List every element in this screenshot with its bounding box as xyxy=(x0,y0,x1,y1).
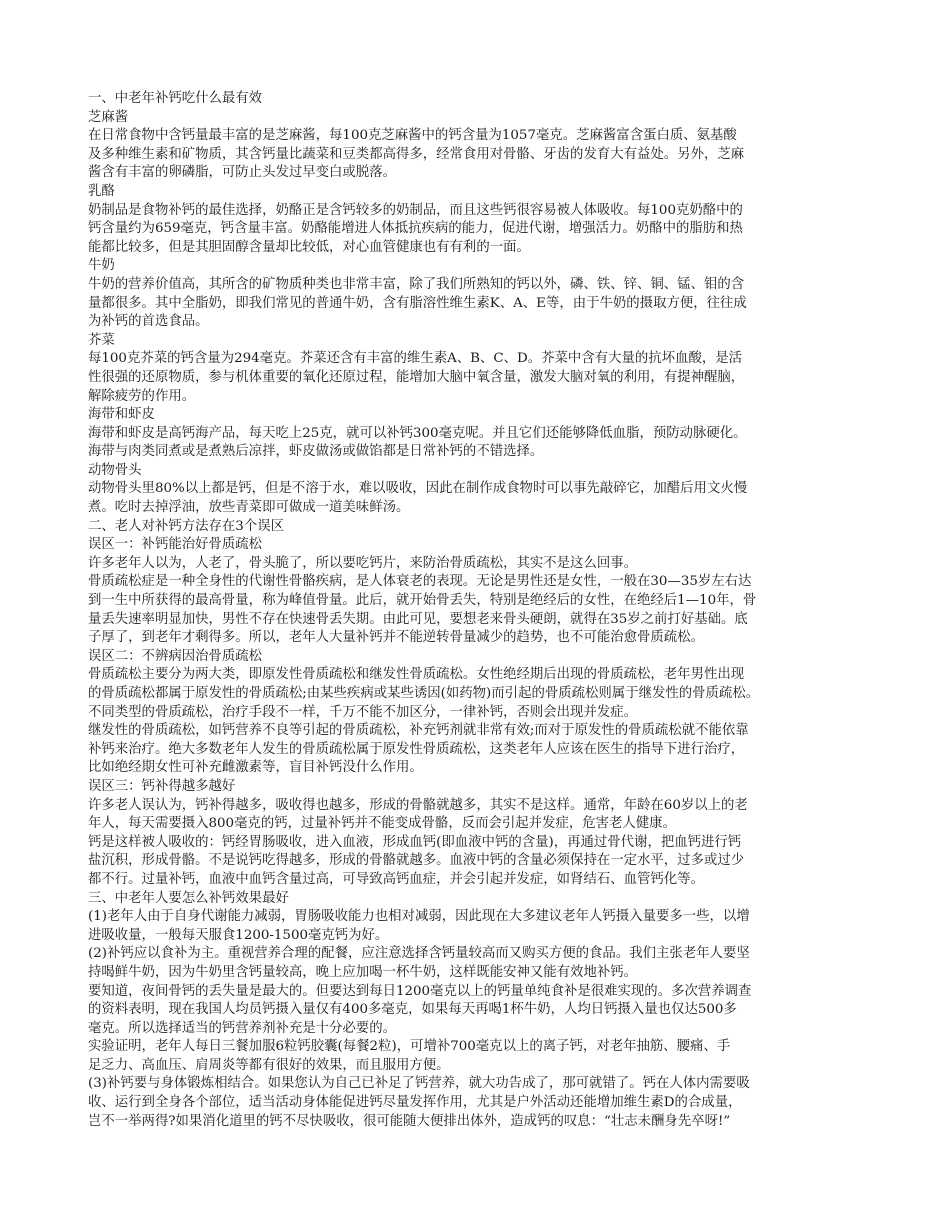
food-heading: 芝麻酱 xyxy=(88,109,129,125)
text-line: 许多老人误认为，钙补得越多，吸收得也越多，形成的骨骼就越多，其实不是这样。通常，年龄在60岁以上的老 xyxy=(88,797,748,813)
text-line: 牛奶的营养价值高，其所含的矿物质种类也非常丰富，除了我们所熟知的钙以外，磷、铁、锌、铜、锰、钼的含 xyxy=(88,276,745,292)
text-line: 每100克芥菜的钙含量为294毫克。芥菜还含有丰富的维生素A、B、C、D。芥菜中含有大量的抗坏血酸，是活 xyxy=(88,351,743,367)
food-heading: 乳酪 xyxy=(88,183,115,199)
subsection-heading: 误区三：钙补得越多越好 xyxy=(88,778,236,794)
text-line: (3)补钙要与身体锻炼相结合。如果您认为自己已补足了钙营养，就大功告成了，那可就错了。钙在人体内需要吸 xyxy=(88,1076,750,1092)
document-body xyxy=(88,90,868,1131)
text-line: 不同类型的骨质疏松，治疗手段不一样，千万不能不加区分，一律补钙，否则会出现并发症。 xyxy=(88,704,638,720)
text-line: 骨质疏松症是一种全身性的代谢性骨骼疾病，是人体衰老的表现。无论是男性还是女性，一般在30—35岁左右达 xyxy=(88,574,752,590)
text-line: 海带和虾皮是高钙海产品，每天吃上25克，就可以补钙300毫克呢。并且它们还能够降低血脂，预防动脉硬化。 xyxy=(88,425,747,441)
text-line: 实验证明，老年人每日三餐加服6粒钙胶囊(每餐2粒)，可增补700毫克以上的离子钙，对老年抽筋、腰痛、手 xyxy=(88,1039,731,1055)
food-heading: 动物骨头 xyxy=(88,462,142,478)
text-line: 量丢失速率明显加快，男性不存在快速骨丢失期。由此可见，要想老来骨头硬朗，就得在35岁之前打好基础。底 xyxy=(88,611,748,627)
text-line: 的资料表明，现在我国人均员钙摄入量仅有400多毫克，如果每天再喝1杯牛奶，人均日钙摄入量也仅达500多 xyxy=(88,1002,737,1018)
text-line: 子厚了，到老年才剩得多。所以，老年人大量补钙并不能逆转骨量减少的趋势，也不可能治愈骨质疏松。 xyxy=(88,630,704,646)
text-line: 骨质疏松主要分为两大类，即原发性骨质疏松和继发性骨质疏松。女性绝经期后出现的骨质疏松，老年男性出现 xyxy=(88,667,745,683)
text-line: 奶制品是食物补钙的最佳选择，奶酪正是含钙较多的奶制品，而且这些钙很容易被人体吸收。每100克奶酪中的 xyxy=(88,202,743,218)
text-line: 到一生中所获得的最高骨量，称为峰值骨量。此后，就开始骨丢失，特别是绝经后的女性，在绝经后1—10年，骨 xyxy=(88,593,757,609)
text-line: 盐沉积，形成骨骼。不是说钙吃得越多，形成的骨骼就越多。血液中钙的含量必须保持在一定水平，过多或过少 xyxy=(88,853,745,869)
text-line: 许多老年人以为，人老了，骨头脆了，所以要吃钙片，来防治骨质疏松，其实不是这么回事。 xyxy=(88,555,638,571)
text-line: 都不行。过量补钙，血液中血钙含量过高，可导致高钙血症，并会引起并发症，如肾结石、血管钙化等。 xyxy=(88,871,704,887)
text-line: (2)补钙应以食补为主。重视营养合理的配餐，应注意选择含钙量较高而又购买方便的食品。我们主张老年人要坚 xyxy=(88,946,750,962)
text-line: 毫克。所以选择适当的钙营养剂补充是十分必要的。 xyxy=(88,1020,396,1036)
text-line: 要知道，夜间骨钙的丢失量是最大的。但要达到每日1200毫克以上的钙量单纯食补是很难实现的。多次营养调查 xyxy=(88,983,752,999)
subsection-heading: 误区二：不辨病因治骨质疏松 xyxy=(88,648,263,664)
text-line: (1)老年人由于自身代谢能力减弱，胃肠吸收能力也相对减弱，因此现在大多建议老年人钙摄入量要多一些，以增 xyxy=(88,909,750,925)
text-line: 补钙来治疗。绝大多数老年人发生的骨质疏松属于原发性骨质疏松，这类老年人应该在医生的指导下进行治疗， xyxy=(88,741,745,757)
text-line: 持喝鲜牛奶，因为牛奶里含钙量较高，晚上应加喝一杯牛奶，这样既能安神又能有效地补钙。 xyxy=(88,964,638,980)
text-line: 为补钙的首选食品。 xyxy=(88,314,209,330)
section-heading: 三、中老年人要怎么补钙效果最好 xyxy=(88,890,289,906)
text-line: 在日常食物中含钙量最丰富的是芝麻酱，每100克芝麻酱中的钙含量为1057毫克。芝麻酱富含蛋白质、氨基酸 xyxy=(88,128,737,144)
text-line: 年人，每天需要摄入800毫克的钙，过量补钙并不能变成骨骼，反而会引起并发症，危害老人健康。 xyxy=(88,816,676,832)
section-heading: 一、中老年补钙吃什么最有效 xyxy=(88,91,263,106)
text-line: 煮。吃时去掉浮油，放些青菜即可做成一道美味鲜汤。 xyxy=(88,500,410,516)
text-line: 性很强的还原物质，参与机体重要的氧化还原过程，能增加大脑中氧含量，激发大脑对氧的利用，有提神醒脑， xyxy=(88,369,745,385)
text-line: 比如绝经期女性可补充雌激素等，盲目补钙没什么作用。 xyxy=(88,760,423,776)
text-line: 的骨质疏松都属于原发性的骨质疏松;由某些疾病或某些诱因(如药物)而引起的骨质疏松则属于继发性的骨质疏松。 xyxy=(88,686,760,701)
text-line: 酱含有丰富的卵磷脂，可防止头发过早变白或脱落。 xyxy=(88,165,396,181)
text-line: 钙含量约为659毫克，钙含量丰富。奶酪能增进人体抵抗疾病的能力，促进代谢，增强活力。奶酪中的脂肪和热 xyxy=(88,221,743,237)
section-heading: 二、老人对补钙方法存在3个误区 xyxy=(88,518,284,534)
text-line: 钙是这样被人吸收的：钙经胃肠吸收，进入血液，形成血钙(即血液中钙的含量)，再通过骨代谢，把血钙进行钙 xyxy=(88,834,742,850)
text-line: 及多种维生素和矿物质，其含钙量比蔬菜和豆类都高得多，经常食用对骨骼、牙齿的发育大有益处。另外，芝麻 xyxy=(88,146,745,162)
text-line: 海带与肉类同煮或是煮熟后凉拌，虾皮做汤或做馅都是日常补钙的不错选择。 xyxy=(88,444,544,460)
food-heading: 海带和虾皮 xyxy=(88,407,155,423)
text-line: 岂不一举两得?如果消化道里的钙不尽快吸收，很可能随大便排出体外，造成钙的叹息：“壮志未酬身先卒呀!” xyxy=(88,1113,731,1129)
food-heading: 芥菜 xyxy=(88,332,115,348)
text-line: 收、运行到全身各个部位，适当活动身体能促进钙尽量发挥作用，尤其是户外活动还能增加维生素D的合成量， xyxy=(88,1095,742,1111)
text-line: 进吸收量，一般每天服食1200-1500毫克钙为好。 xyxy=(88,927,389,943)
text-line: 足乏力、高血压、肩周炎等都有很好的效果，而且服用方便。 xyxy=(88,1057,450,1073)
text-line: 能都比较多，但是其胆固醇含量却比较低，对心血管健康也有有利的一面。 xyxy=(88,239,530,255)
text-line: 继发性的骨质疏松，如钙营养不良等引起的骨质疏松，补充钙剂就非常有效;而对于原发性的骨质疏松就不能依靠 xyxy=(88,723,749,739)
text-line: 动物骨头里80%以上都是钙，但是不溶于水，难以吸收，因此在制作成食物时可以事先敲碎它，加醋后用文火慢 xyxy=(88,481,748,497)
food-heading: 牛奶 xyxy=(88,258,115,274)
subsection-heading: 误区一：补钙能治好骨质疏松 xyxy=(88,537,263,553)
text-line: 解除疲劳的作用。 xyxy=(88,388,196,404)
text-line: 量都很多。其中全脂奶，即我们常见的普通牛奶，含有脂溶性维生素K、A、E等，由于牛奶的摄取方便，往往成 xyxy=(88,295,747,311)
